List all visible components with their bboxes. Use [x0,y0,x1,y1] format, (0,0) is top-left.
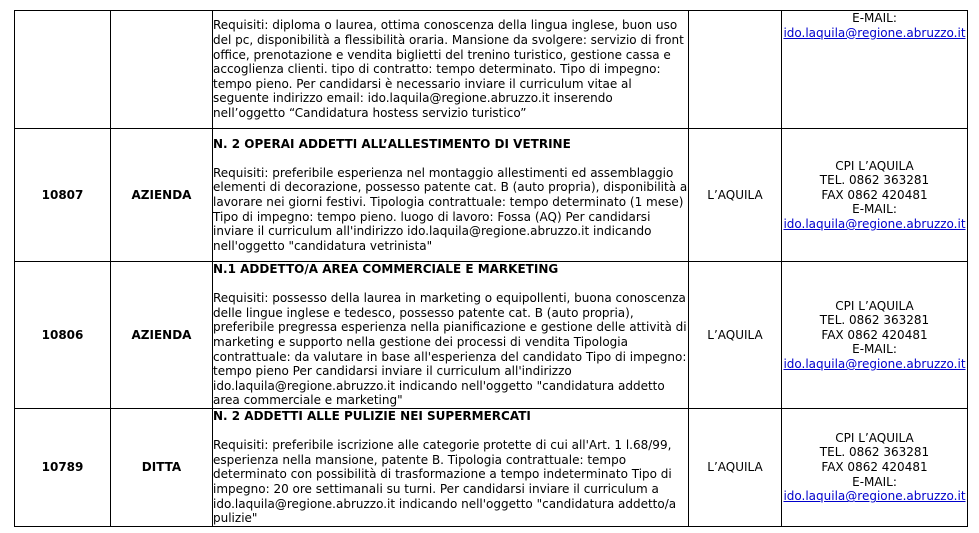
office-phone: TEL. 0862 363281 [819,173,930,188]
table-row [15,11,968,129]
employer-type: AZIENDA [111,262,213,409]
offer-description [213,409,689,527]
offer-contact [782,262,968,409]
offer-id: 10807 [15,129,111,262]
email-label: E-MAIL: [852,11,897,25]
offer-contact [782,11,968,129]
office-fax: FAX 0862 420481 [821,187,928,202]
offer-description [213,129,689,262]
offer-title: N. 2 ADDETTI ALLE PULIZIE NEI SUPERMERCATI [213,409,531,423]
offer-contact [782,129,968,262]
offer-city: L’AQUILA [689,129,782,262]
employer-type [111,11,213,129]
office-name: CPI L’AQUILA [835,298,914,313]
offer-title: N. 2 OPERAI ADDETTI ALL’ALLESTIMENTO DI VETRINE [213,136,571,151]
office-name: CPI L’AQUILA [835,430,914,445]
offer-city: L’AQUILA [689,409,782,527]
email-link[interactable]: ido.laquila@regione.abruzzo.it [783,25,966,40]
offer-id [15,11,111,129]
table-row [15,262,968,409]
offer-id: 10789 [15,409,111,527]
offer-contact [782,409,968,527]
employer-type: DITTA [111,409,213,527]
offer-title: N.1 ADDETTO/A AREA COMMERCIALE E MARKETING [213,262,559,277]
email-label: E-MAIL: [852,474,897,489]
offer-description [213,11,689,129]
offer-requirements: Requisiti: preferibile iscrizione alle categorie protette di cui all'Art. 1 l.68/99, esperienza nella mansione, patente B. Tipologia contrattuale: tempo determinato con possibilità di trasformazione a tempo indeterminato Tipo di impegno: 20 ore settimanali su turni. Per candidarsi inviare il curriculum a ido.laquila@regione.abruzzo.it indicando nell'oggetto "candidatura addetto/a pulizie" [213,438,677,526]
office-fax: FAX 0862 420481 [821,327,928,342]
table-row [15,129,968,262]
office-phone: TEL. 0862 363281 [819,313,930,328]
table-row [15,409,968,527]
email-link[interactable]: ido.laquila@regione.abruzzo.it [783,216,966,231]
employer-type: AZIENDA [111,129,213,262]
offer-city [689,11,782,129]
offer-requirements: Requisiti: possesso della laurea in marketing o equipollenti, buona conoscenza delle lingue inglese e tedesco, possesso patente cat. B (auto propria), preferibile pregressa esperienza nella pianificazione e gestione delle attività di marketing e supporto nella gestione dei processi di vendita Tipologia contrattuale: da valutare in base all'esperienza del candidato Tipo di impegno: tempo pieno Per candidarsi inviare il curriculum all'indirizzo ido.laquila@regione.abruzzo.it indicando nell'oggetto "candidatura addetto area commerciale e marketing" [213,291,687,408]
email-link[interactable]: ido.laquila@regione.abruzzo.it [783,489,966,504]
offer-requirements: Requisiti: preferibile esperienza nel montaggio allestimenti ed assemblaggio elementi di decorazione, possesso patente cat. B (auto propria), disponibilità a lavorare nei giorni festivi. Tipologia contrattuale: tempo determinato (1 mese) Tipo di impegno: tempo pieno. luogo di lavoro: Fossa (AQ) Per candidarsi inviare il curriculum all'indirizzo ido.laquila@regione.abruzzo.it indicando nell'oggetto "candidatura vetrinista" [213,165,688,253]
offer-requirements: Requisiti: diploma o laurea, ottima conoscenza della lingua inglese, buon uso del pc, disponibilità a flessibilità oraria. Mansione da svolgere: servizio di front office, prenotazione e vendita biglietti del trenino turistico, gestione cassa e accoglienza clienti. tipo di contratto: tempo determinato. Tipo di impegno: tempo pieno. Per candidarsi è necessario inviare il curriculum vitae al seguente indirizzo email: ido.laquila@regione.abruzzo.it inserendo nell’oggetto “Candidatura hostess servizio turistico” [213,18,684,120]
email-label: E-MAIL: [852,342,897,357]
office-phone: TEL. 0862 363281 [819,445,930,460]
offer-description [213,262,689,409]
email-label: E-MAIL: [852,202,897,217]
email-link[interactable]: ido.laquila@regione.abruzzo.it [783,356,966,371]
office-name: CPI L’AQUILA [835,158,914,173]
offer-city: L’AQUILA [689,262,782,409]
office-fax: FAX 0862 420481 [821,460,928,475]
offer-id: 10806 [15,262,111,409]
job-offers-table [14,10,968,527]
